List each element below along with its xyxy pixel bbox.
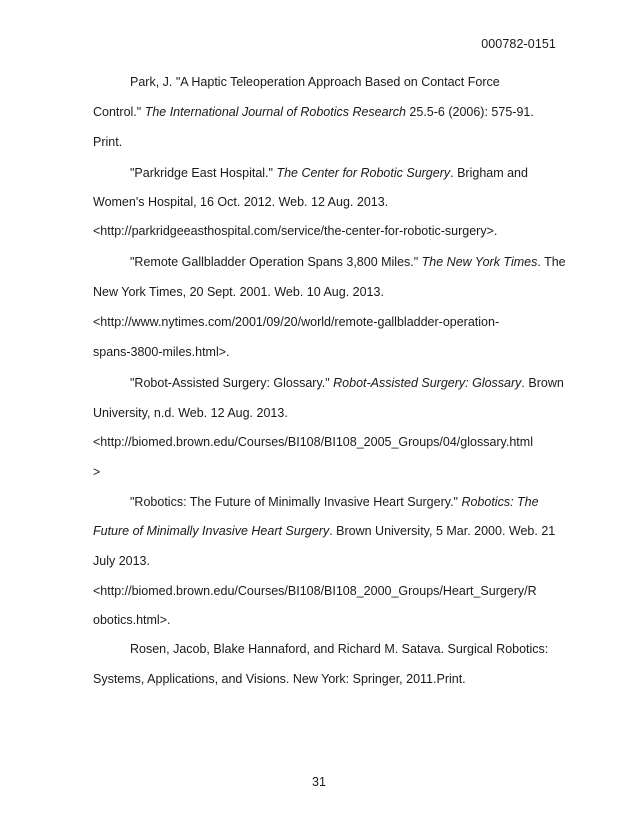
document-id: 000782-0151 — [481, 37, 556, 51]
reference-line — [130, 494, 586, 510]
reference-line — [93, 194, 549, 210]
reference-text: Systems, Applications, and Visions. New York: Springer, 2011.Print. — [93, 672, 466, 686]
reference-text: "Robot-Assisted Surgery: Glossary." — [130, 376, 334, 390]
page-number: 31 — [312, 775, 326, 789]
reference-line — [130, 165, 586, 181]
reference-line — [93, 314, 549, 330]
italic-title-text: Robotics: The — [461, 495, 539, 509]
reference-text: . Brown — [521, 376, 564, 390]
reference-text: obotics.html>. — [93, 613, 171, 627]
reference-text: 25.5-6 (2006): 575-91. — [405, 105, 534, 119]
reference-line — [93, 464, 549, 480]
reference-text: "Parkridge East Hospital." — [130, 166, 277, 180]
reference-text: University, n.d. Web. 12 Aug. 2013. — [93, 406, 288, 420]
reference-line — [93, 612, 549, 628]
reference-text: Women's Hospital, 16 Oct. 2012. Web. 12 Aug. 2013. — [93, 195, 389, 209]
reference-text: <http://parkridgeeasthospital.com/service/the-center-for-robotic-surgery>. — [93, 224, 498, 238]
reference-text: July 2013. — [93, 554, 150, 568]
reference-text: <http://biomed.brown.edu/Courses/BI108/BI108_2000_Groups/Heart_Surgery/R — [93, 584, 537, 598]
reference-line — [93, 434, 549, 450]
reference-text: New York Times, 20 Sept. 2001. Web. 10 Aug. 2013. — [93, 285, 384, 299]
italic-title-text: The International Journal of Robotics Research — [144, 105, 406, 119]
reference-line — [93, 553, 549, 569]
reference-line — [93, 344, 549, 360]
italic-title-text: The New York Times — [421, 255, 538, 269]
italic-title-text: The Center for Robotic Surgery — [276, 166, 451, 180]
reference-line — [93, 223, 549, 239]
reference-line — [93, 671, 549, 687]
reference-line — [130, 254, 586, 270]
reference-text: Park, J. "A Haptic Teleoperation Approach Based on Contact Force — [130, 75, 500, 89]
reference-text: Control." — [93, 105, 145, 119]
reference-text: <http://www.nytimes.com/2001/09/20/world/remote-gallbladder-operation- — [93, 315, 500, 329]
reference-text: "Robotics: The Future of Minimally Invasive Heart Surgery." — [130, 495, 462, 509]
reference-text: . Brigham and — [450, 166, 528, 180]
reference-line — [93, 284, 549, 300]
reference-line — [130, 375, 586, 391]
reference-line — [130, 641, 586, 657]
reference-text: > — [93, 465, 101, 479]
reference-line — [93, 583, 549, 599]
reference-line — [130, 74, 586, 90]
reference-text: . The — [537, 255, 566, 269]
reference-text: Print. — [93, 135, 123, 149]
reference-line — [93, 134, 549, 150]
reference-text: "Remote Gallbladder Operation Spans 3,800 Miles." — [130, 255, 422, 269]
reference-line — [93, 523, 556, 539]
reference-line — [93, 405, 549, 421]
reference-text: . Brown University, 5 Mar. 2000. Web. 21 — [329, 524, 556, 538]
italic-title-text: Future of Minimally Invasive Heart Surgery — [93, 524, 330, 538]
italic-title-text: Robot-Assisted Surgery: Glossary — [333, 376, 522, 390]
reference-line — [93, 104, 549, 120]
reference-text: Rosen, Jacob, Blake Hannaford, and Richard M. Satava. Surgical Robotics: — [130, 642, 549, 656]
reference-text: <http://biomed.brown.edu/Courses/BI108/BI108_2005_Groups/04/glossary.html — [93, 435, 533, 449]
reference-text: spans-3800-miles.html>. — [93, 345, 230, 359]
